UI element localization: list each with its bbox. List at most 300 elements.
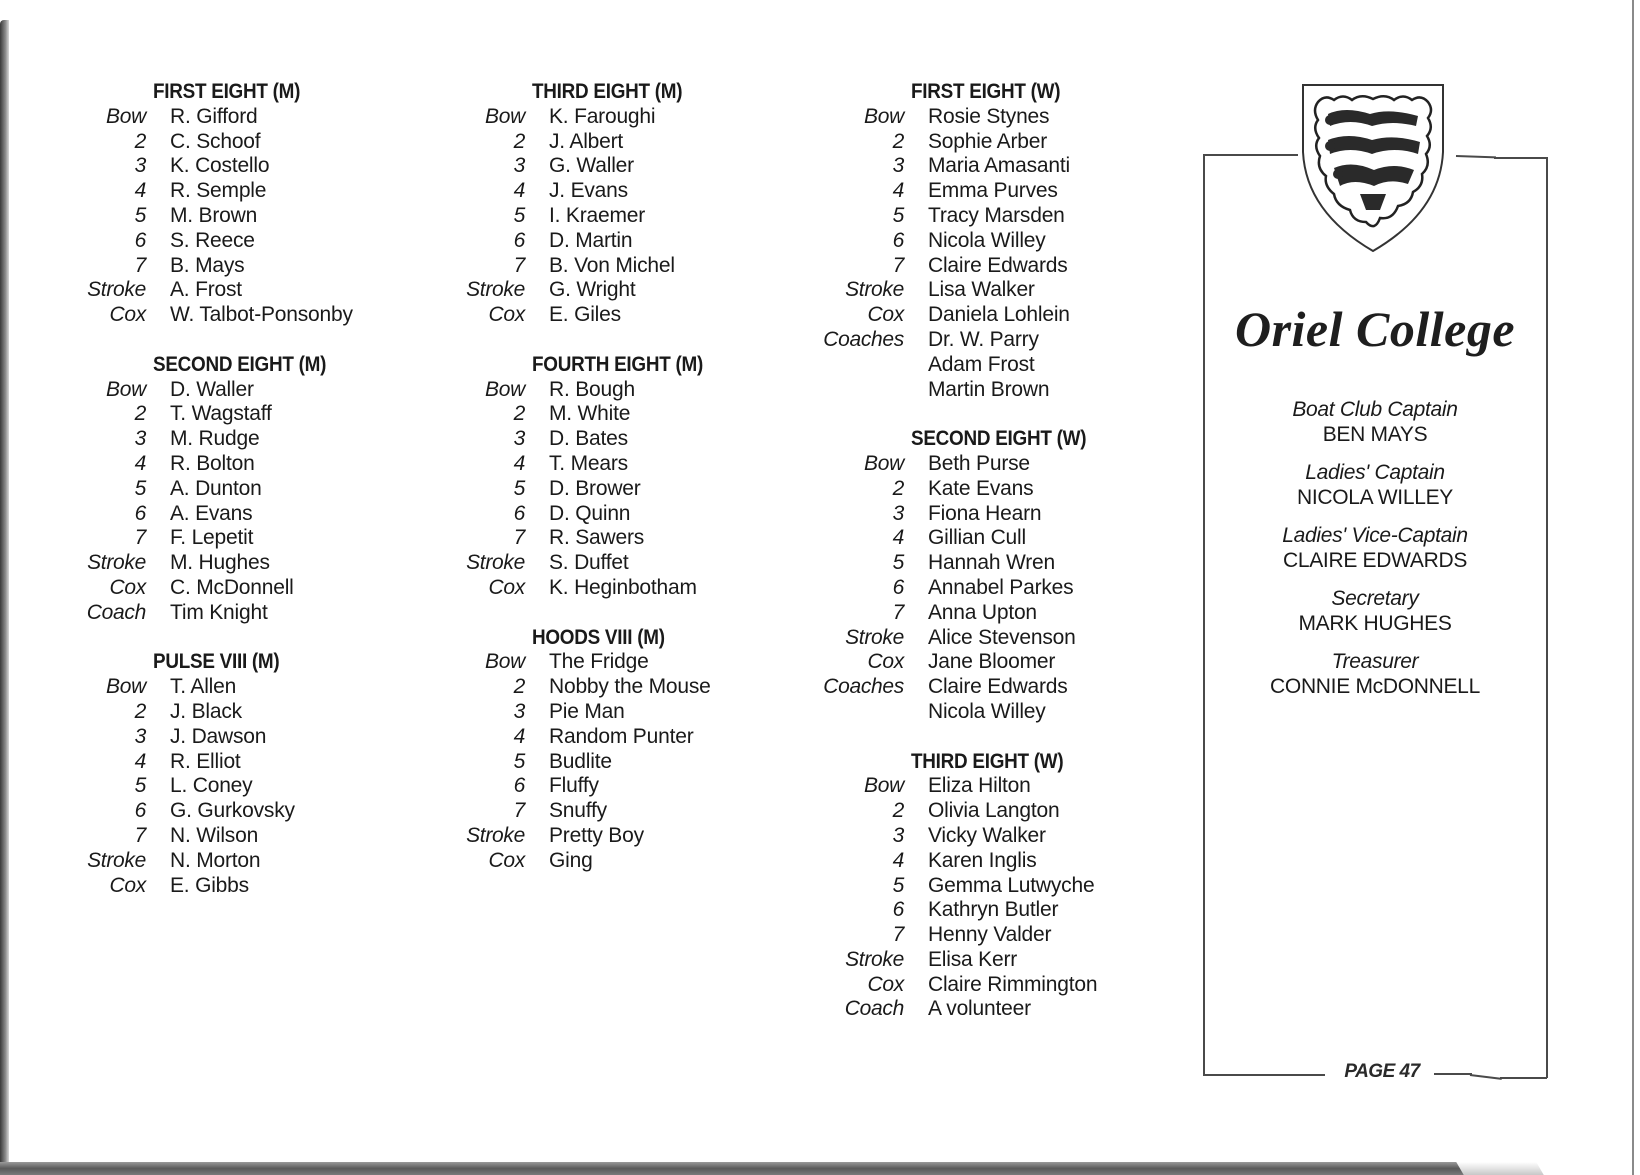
crew-row bbox=[379, 675, 739, 700]
seat-label: Stroke bbox=[87, 848, 146, 872]
officer-role: Ladies' Vice-Captain bbox=[1282, 524, 1468, 547]
seat-label: Cox bbox=[488, 575, 525, 599]
crew-column-2 bbox=[379, 80, 739, 898]
rower-name: A. Frost bbox=[170, 278, 242, 302]
officer-name: CLAIRE EDWARDS bbox=[1282, 549, 1468, 572]
crew-second-eight-men bbox=[0, 353, 362, 626]
rower-name: Sophie Arber bbox=[928, 129, 1048, 153]
crew-row bbox=[0, 204, 362, 229]
crew-title: FOURTH EIGHT (M) bbox=[532, 352, 704, 376]
rower-name: Annabel Parkes bbox=[928, 575, 1074, 599]
crew-column-1 bbox=[0, 80, 362, 923]
crew-row bbox=[379, 700, 739, 725]
crew-row bbox=[0, 477, 362, 502]
rower-name: Gillian Cull bbox=[928, 526, 1026, 550]
crew-row bbox=[0, 378, 362, 403]
seat-label: Stroke bbox=[845, 625, 904, 649]
seat-label: 5 bbox=[892, 873, 904, 897]
rower-name: Eliza Hilton bbox=[928, 774, 1031, 798]
rower-name: Anna Upton bbox=[928, 600, 1037, 624]
seat-label: Cox bbox=[867, 303, 904, 327]
crew-row bbox=[758, 700, 1123, 725]
crew-row bbox=[379, 179, 739, 204]
crew-row bbox=[379, 130, 739, 155]
crew-row bbox=[758, 576, 1123, 601]
crew-hoods-viii-men bbox=[379, 626, 739, 874]
rower-name: Pie Man bbox=[549, 699, 625, 723]
crew-row bbox=[379, 278, 739, 303]
frame-top-right-line bbox=[1456, 155, 1496, 158]
crew-row bbox=[0, 576, 362, 601]
seat-label: 2 bbox=[513, 675, 525, 699]
crew-row bbox=[379, 799, 739, 824]
rower-name: R. Elliot bbox=[170, 749, 241, 773]
rower-name: Claire Edwards bbox=[928, 675, 1068, 699]
seat-label: Stroke bbox=[845, 947, 904, 971]
seat-label: 5 bbox=[513, 749, 525, 773]
rower-name: E. Gibbs bbox=[170, 873, 249, 897]
seat-label: Bow bbox=[485, 650, 525, 674]
rower-name: T. Wagstaff bbox=[170, 402, 272, 426]
crew-row bbox=[379, 849, 739, 874]
rower-name: B. Von Michel bbox=[549, 253, 675, 277]
crew-row bbox=[0, 774, 362, 799]
officer-role: Treasurer bbox=[1331, 650, 1419, 673]
seat-label: 4 bbox=[134, 179, 146, 203]
officer-role: Ladies' Captain bbox=[1305, 461, 1445, 484]
seat-label: Bow bbox=[485, 104, 525, 128]
seat-label: Cox bbox=[867, 650, 904, 674]
officer-name: MARK HUGHES bbox=[1298, 612, 1452, 635]
seat-label: 7 bbox=[513, 799, 525, 823]
seat-label: 7 bbox=[513, 526, 525, 550]
rower-name: Olivia Langton bbox=[928, 799, 1060, 823]
seat-label: 6 bbox=[892, 575, 904, 599]
rower-name: A. Evans bbox=[170, 501, 253, 525]
rower-name: Snuffy bbox=[549, 799, 607, 823]
seat-label: Coaches bbox=[823, 675, 904, 699]
crew-row bbox=[758, 130, 1123, 155]
crew-row bbox=[379, 254, 739, 279]
seat-label: 3 bbox=[134, 724, 146, 748]
rower-name: Nicola Willey bbox=[928, 228, 1046, 252]
officer-entry bbox=[1210, 649, 1540, 699]
rower-name: Emma Purves bbox=[928, 179, 1058, 203]
officer-entry bbox=[1210, 523, 1540, 573]
crew-row bbox=[758, 948, 1123, 973]
crew-row bbox=[758, 675, 1123, 700]
seat-label: Stroke bbox=[466, 551, 525, 575]
page-number: PAGE 47 bbox=[1332, 1061, 1432, 1083]
crew-row bbox=[758, 526, 1123, 551]
seat-label: Cox bbox=[109, 303, 146, 327]
crew-row bbox=[0, 427, 362, 452]
rower-name: Henny Valder bbox=[928, 923, 1052, 947]
page-bottom-edge bbox=[0, 1162, 1500, 1175]
crew-row bbox=[758, 774, 1123, 799]
rower-name: C. McDonnell bbox=[170, 575, 294, 599]
crew-row bbox=[379, 229, 739, 254]
crew-row bbox=[0, 130, 362, 155]
crew-row bbox=[0, 750, 362, 775]
seat-label: 6 bbox=[134, 799, 146, 823]
seat-label: 4 bbox=[134, 451, 146, 475]
rower-name: J. Black bbox=[170, 699, 242, 723]
crew-title: HOODS VIII (M) bbox=[532, 625, 665, 649]
crew-title: FIRST EIGHT (M) bbox=[153, 80, 301, 103]
crew-row bbox=[0, 229, 362, 254]
seat-label: 3 bbox=[892, 823, 904, 847]
seat-label: 2 bbox=[892, 799, 904, 823]
seat-label: 4 bbox=[513, 724, 525, 748]
rower-name: Pretty Boy bbox=[549, 823, 644, 847]
rower-name: Claire Rimmington bbox=[928, 972, 1098, 996]
crew-row bbox=[379, 824, 739, 849]
rower-name: G. Wright bbox=[549, 278, 636, 302]
officer-role: Secretary bbox=[1331, 587, 1419, 610]
crew-row bbox=[758, 303, 1123, 328]
crew-row bbox=[0, 179, 362, 204]
seat-label: 6 bbox=[513, 501, 525, 525]
crew-row bbox=[758, 824, 1123, 849]
crew-row bbox=[379, 526, 739, 551]
rower-name: Fiona Hearn bbox=[928, 501, 1042, 525]
oriel-college-shield-crest-icon bbox=[1300, 82, 1446, 254]
crew-row bbox=[0, 849, 362, 874]
crew-row bbox=[379, 576, 739, 601]
crew-row bbox=[758, 626, 1123, 651]
rower-name: Claire Edwards bbox=[928, 253, 1068, 277]
seat-label: 7 bbox=[892, 253, 904, 277]
seat-label: 2 bbox=[134, 129, 146, 153]
seat-label: 6 bbox=[134, 501, 146, 525]
seat-label: 6 bbox=[892, 898, 904, 922]
seat-label: 7 bbox=[892, 600, 904, 624]
seat-label: 2 bbox=[513, 402, 525, 426]
rower-name: Alice Stevenson bbox=[928, 625, 1076, 649]
seat-label: 2 bbox=[134, 699, 146, 723]
rower-name: F. Lepetit bbox=[170, 526, 254, 550]
seat-label bbox=[758, 378, 904, 403]
crew-row bbox=[758, 278, 1123, 303]
crew-row bbox=[379, 303, 739, 328]
rower-name: M. Brown bbox=[170, 203, 258, 227]
rower-name: Daniela Lohlein bbox=[928, 303, 1070, 327]
rower-name: N. Wilson bbox=[170, 823, 259, 847]
rower-name: B. Mays bbox=[170, 253, 245, 277]
rower-name: Dr. W. Parry bbox=[928, 327, 1039, 351]
rower-name: J. Evans bbox=[549, 179, 628, 203]
rower-name: M. Hughes bbox=[170, 551, 270, 575]
rower-name: G. Waller bbox=[549, 154, 634, 178]
page-right-edge bbox=[1632, 0, 1634, 1175]
seat-label: Cox bbox=[867, 972, 904, 996]
crew-title: PULSE VIII (M) bbox=[153, 650, 280, 674]
rower-name: Random Punter bbox=[549, 724, 694, 748]
seat-label: 3 bbox=[513, 699, 525, 723]
seat-label: Stroke bbox=[466, 278, 525, 302]
seat-label bbox=[758, 353, 904, 378]
crew-column-3 bbox=[758, 80, 1123, 1047]
rower-name: J. Dawson bbox=[170, 724, 267, 748]
seat-label: Bow bbox=[864, 774, 904, 798]
seat-label: 5 bbox=[134, 203, 146, 227]
crew-pulse-viii-men bbox=[0, 650, 362, 898]
seat-label: Stroke bbox=[87, 278, 146, 302]
seat-label: 5 bbox=[134, 774, 146, 798]
crew-row bbox=[758, 452, 1123, 477]
rower-name: R. Sawers bbox=[549, 526, 645, 550]
rower-name: Nicola Willey bbox=[928, 699, 1046, 723]
crew-row bbox=[758, 105, 1123, 130]
rower-name: T. Mears bbox=[549, 451, 628, 475]
crew-row bbox=[379, 427, 739, 452]
crew-row bbox=[0, 675, 362, 700]
seat-label: 7 bbox=[134, 253, 146, 277]
crew-row bbox=[0, 700, 362, 725]
seat-label: 3 bbox=[513, 154, 525, 178]
crew-title: SECOND EIGHT (M) bbox=[153, 352, 327, 376]
frame-bottom-left-line bbox=[1203, 1074, 1325, 1076]
officer-entry bbox=[1210, 397, 1540, 447]
officer-entry bbox=[1210, 460, 1540, 510]
seat-label: 4 bbox=[892, 526, 904, 550]
rower-name: The Fridge bbox=[549, 650, 649, 674]
rower-name: C. Schoof bbox=[170, 129, 261, 153]
crew-row bbox=[0, 105, 362, 130]
crew-row bbox=[0, 402, 362, 427]
rower-name: Rosie Stynes bbox=[928, 104, 1050, 128]
seat-label: 4 bbox=[513, 451, 525, 475]
crew-row bbox=[758, 551, 1123, 576]
officer-entry bbox=[1210, 586, 1540, 636]
seat-label: 2 bbox=[513, 129, 525, 153]
crew-row bbox=[379, 204, 739, 229]
rower-name: Fluffy bbox=[549, 774, 599, 798]
frame-top-left-line bbox=[1203, 154, 1298, 156]
seat-label: 7 bbox=[134, 823, 146, 847]
seat-label: Cox bbox=[109, 575, 146, 599]
frame-top-right-line-2 bbox=[1494, 157, 1547, 159]
seat-label: Bow bbox=[864, 451, 904, 475]
page-corner-curl bbox=[1456, 1162, 1544, 1175]
crew-title: THIRD EIGHT (M) bbox=[532, 80, 683, 103]
rower-name: T. Allen bbox=[170, 675, 237, 699]
crew-row bbox=[379, 105, 739, 130]
crew-row bbox=[0, 799, 362, 824]
rower-name: L. Coney bbox=[170, 774, 253, 798]
rower-name: Beth Purse bbox=[928, 451, 1030, 475]
rower-name: S. Duffet bbox=[549, 551, 629, 575]
rower-name: Martin Brown bbox=[928, 377, 1050, 401]
crew-first-eight-women bbox=[758, 80, 1123, 402]
seat-label: 2 bbox=[134, 402, 146, 426]
officer-list bbox=[1210, 397, 1540, 712]
seat-label: Bow bbox=[106, 675, 146, 699]
rower-name: N. Morton bbox=[170, 848, 261, 872]
rower-name: Ging bbox=[549, 848, 593, 872]
crew-row bbox=[379, 452, 739, 477]
crew-row bbox=[0, 526, 362, 551]
crew-row bbox=[758, 254, 1123, 279]
seat-label: Bow bbox=[106, 377, 146, 401]
crew-row bbox=[379, 477, 739, 502]
crew-row bbox=[758, 874, 1123, 899]
frame-bottom-right-line-3 bbox=[1500, 1077, 1547, 1079]
rower-name: Adam Frost bbox=[928, 352, 1035, 376]
rower-name: A. Dunton bbox=[170, 476, 262, 500]
rower-name: J. Albert bbox=[549, 129, 624, 153]
rower-name: I. Kraemer bbox=[549, 203, 646, 227]
crew-row bbox=[758, 328, 1123, 353]
rower-name: Budlite bbox=[549, 749, 612, 773]
crew-row bbox=[758, 898, 1123, 923]
rower-name: W. Talbot-Ponsonby bbox=[170, 303, 353, 327]
rower-name: K. Heginbotham bbox=[549, 575, 697, 599]
seat-label: 4 bbox=[892, 848, 904, 872]
rower-name: R. Bolton bbox=[170, 451, 255, 475]
frame-left-line bbox=[1203, 154, 1205, 1075]
seat-label: 3 bbox=[134, 427, 146, 451]
seat-label: 4 bbox=[513, 179, 525, 203]
seat-label: 6 bbox=[892, 228, 904, 252]
rower-name: M. Rudge bbox=[170, 427, 260, 451]
seat-label bbox=[758, 700, 904, 725]
frame-bottom-right-line bbox=[1434, 1073, 1472, 1075]
crew-row bbox=[758, 650, 1123, 675]
officer-name: BEN MAYS bbox=[1322, 423, 1428, 446]
frame-bottom-right-line-2 bbox=[1470, 1074, 1502, 1079]
seat-label: 6 bbox=[134, 228, 146, 252]
seat-label: Cox bbox=[488, 848, 525, 872]
officer-role: Boat Club Captain bbox=[1292, 398, 1458, 421]
officer-name: NICOLA WILLEY bbox=[1297, 486, 1453, 509]
seat-label: 6 bbox=[513, 774, 525, 798]
crew-row bbox=[758, 204, 1123, 229]
rower-name: R. Bough bbox=[549, 377, 635, 401]
rower-name: K. Costello bbox=[170, 154, 270, 178]
rower-name: Tracy Marsden bbox=[928, 203, 1065, 227]
seat-label: Bow bbox=[864, 104, 904, 128]
crew-row bbox=[379, 750, 739, 775]
crew-row bbox=[379, 378, 739, 403]
seat-label: Bow bbox=[485, 377, 525, 401]
seat-label: 3 bbox=[134, 154, 146, 178]
crew-row bbox=[758, 973, 1123, 998]
seat-label: 2 bbox=[892, 129, 904, 153]
crew-row bbox=[758, 502, 1123, 527]
crew-title: SECOND EIGHT (W) bbox=[911, 427, 1087, 451]
seat-label: 5 bbox=[513, 476, 525, 500]
crew-row bbox=[758, 997, 1123, 1022]
seat-label: Coaches bbox=[823, 327, 904, 351]
crew-row bbox=[758, 601, 1123, 626]
rower-name: D. Bates bbox=[549, 427, 628, 451]
rower-name: Jane Bloomer bbox=[928, 650, 1056, 674]
crew-row bbox=[0, 601, 362, 626]
rower-name: G. Gurkovsky bbox=[170, 799, 295, 823]
crew-row bbox=[758, 923, 1123, 948]
seat-label: Stroke bbox=[466, 823, 525, 847]
crew-third-eight-women bbox=[758, 750, 1123, 1023]
crew-row bbox=[0, 452, 362, 477]
crew-row bbox=[0, 502, 362, 527]
frame-right-line bbox=[1546, 157, 1548, 1078]
crew-fourth-eight-men bbox=[379, 353, 739, 601]
rower-name: Gemma Lutwyche bbox=[928, 873, 1095, 897]
crew-row bbox=[379, 402, 739, 427]
seat-label: 6 bbox=[513, 228, 525, 252]
crew-row bbox=[379, 774, 739, 799]
rower-name: Lisa Walker bbox=[928, 278, 1035, 302]
seat-label: 5 bbox=[892, 203, 904, 227]
seat-label: 7 bbox=[513, 253, 525, 277]
rower-name: Vicky Walker bbox=[928, 823, 1046, 847]
crew-row bbox=[379, 725, 739, 750]
rower-name: D. Brower bbox=[549, 476, 641, 500]
crew-second-eight-women bbox=[758, 427, 1123, 725]
crew-row bbox=[758, 154, 1123, 179]
seat-label: 3 bbox=[513, 427, 525, 451]
seat-label: 2 bbox=[892, 476, 904, 500]
rower-name: Hannah Wren bbox=[928, 551, 1055, 575]
rower-name: Elisa Kerr bbox=[928, 947, 1018, 971]
crew-row bbox=[0, 874, 362, 899]
seat-label: 4 bbox=[892, 179, 904, 203]
rower-name: D. Waller bbox=[170, 377, 254, 401]
rower-name: Nobby the Mouse bbox=[549, 675, 711, 699]
crew-row bbox=[379, 650, 739, 675]
seat-label: Coach bbox=[844, 997, 904, 1021]
crew-third-eight-men bbox=[379, 80, 739, 328]
crew-title: THIRD EIGHT (W) bbox=[911, 749, 1064, 773]
rower-name: R. Semple bbox=[170, 179, 267, 203]
crew-row bbox=[0, 725, 362, 750]
crew-row bbox=[758, 849, 1123, 874]
seat-label: Cox bbox=[109, 873, 146, 897]
college-title: Oriel College bbox=[1234, 301, 1516, 357]
seat-label: Cox bbox=[488, 303, 525, 327]
crew-row bbox=[379, 551, 739, 576]
crew-row bbox=[758, 378, 1123, 403]
seat-label: Stroke bbox=[87, 551, 146, 575]
crew-title: FIRST EIGHT (W) bbox=[911, 80, 1061, 103]
rower-name: K. Faroughi bbox=[549, 104, 656, 128]
seat-label: 4 bbox=[134, 749, 146, 773]
crew-row bbox=[0, 551, 362, 576]
rower-name: Kathryn Butler bbox=[928, 898, 1059, 922]
officer-name: CONNIE McDONNELL bbox=[1270, 675, 1480, 698]
seat-label: 5 bbox=[134, 476, 146, 500]
crew-row bbox=[0, 824, 362, 849]
crew-row bbox=[0, 303, 362, 328]
crew-row bbox=[0, 154, 362, 179]
crew-row bbox=[0, 254, 362, 279]
seat-label: 7 bbox=[892, 923, 904, 947]
seat-label: Stroke bbox=[845, 278, 904, 302]
rower-name: R. Gifford bbox=[170, 104, 258, 128]
rower-name: M. White bbox=[549, 402, 631, 426]
rower-name: E. Giles bbox=[549, 303, 621, 327]
seat-label: 7 bbox=[134, 526, 146, 550]
seat-label: 3 bbox=[892, 501, 904, 525]
seat-label: 5 bbox=[892, 551, 904, 575]
crew-row bbox=[0, 278, 362, 303]
seat-label: 5 bbox=[513, 203, 525, 227]
crew-row bbox=[758, 229, 1123, 254]
crew-first-eight-men bbox=[0, 80, 362, 328]
rower-name: Maria Amasanti bbox=[928, 154, 1070, 178]
